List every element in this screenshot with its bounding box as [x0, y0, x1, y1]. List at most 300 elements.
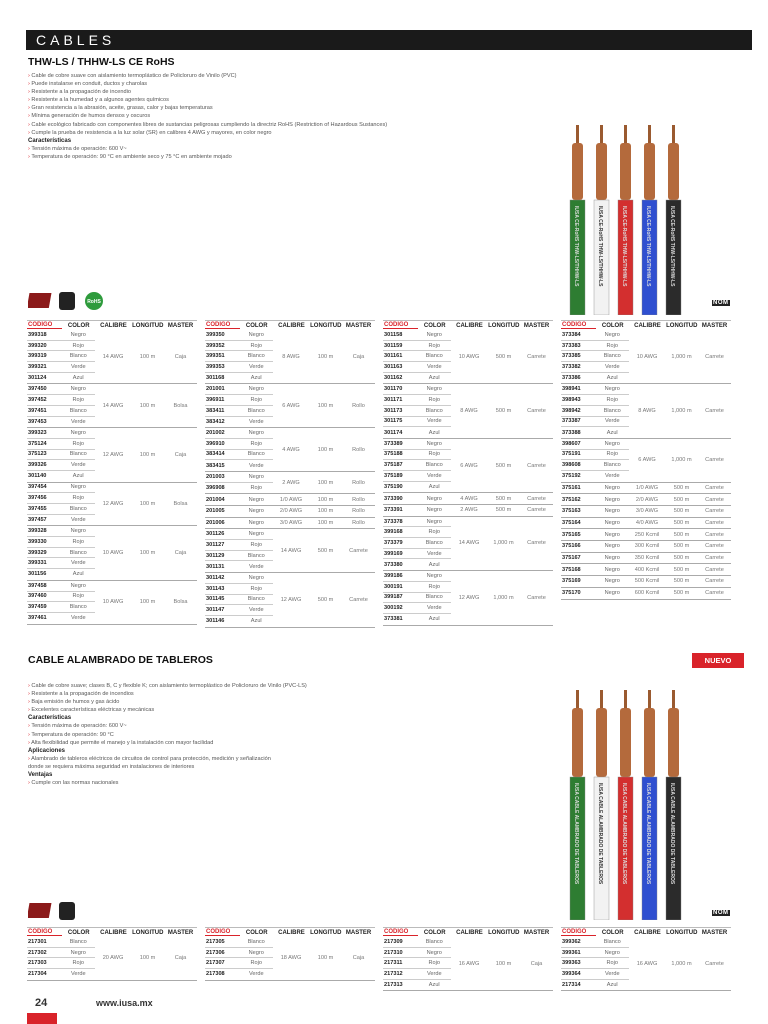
- group-items: [561, 518, 629, 529]
- group-items: [561, 529, 629, 540]
- calibre-value: 1/0 AWG: [279, 496, 303, 503]
- product-color: Rojo: [250, 440, 262, 447]
- column-header: MASTER: [701, 322, 728, 329]
- table-row[interactable]: [561, 576, 629, 587]
- bullet-icon: ›: [28, 723, 32, 730]
- longitud-value: 100 m: [139, 353, 156, 360]
- product-code: 301131: [206, 563, 225, 570]
- group-specs: [273, 937, 375, 980]
- longitud-value: 100 m: [317, 353, 334, 360]
- group-items: [205, 506, 273, 517]
- calibre-value: 10 AWG: [458, 353, 480, 360]
- product-code: 373386: [562, 375, 581, 382]
- product-color: Blanco: [425, 594, 443, 601]
- table-row[interactable]: [27, 395, 95, 406]
- product-color: Verde: [248, 607, 264, 614]
- product-code: 301174: [384, 429, 403, 436]
- product-code: 399329: [28, 549, 47, 556]
- table-row[interactable]: [27, 373, 95, 384]
- group-items: [205, 428, 273, 471]
- table-row[interactable]: [383, 384, 451, 395]
- table-row[interactable]: [205, 373, 273, 384]
- master-value: Carrete: [705, 408, 724, 415]
- product-code: 201002: [206, 430, 225, 437]
- calibre-value: 6 AWG: [460, 462, 478, 469]
- table-row[interactable]: [27, 969, 95, 980]
- product-color: Verde: [604, 363, 620, 370]
- feature-item: [28, 739, 528, 747]
- product-color: Blanco: [69, 505, 87, 512]
- longitud-value: 1,000 m: [671, 353, 692, 360]
- longitud-value: 500 m: [673, 590, 690, 597]
- table-row[interactable]: [205, 384, 273, 395]
- longitud-value: 100 m: [317, 496, 334, 503]
- table-row[interactable]: [205, 406, 273, 417]
- table-row[interactable]: [383, 373, 451, 384]
- master-value: Carrete: [705, 555, 724, 562]
- table-row[interactable]: [561, 471, 629, 482]
- product-color: Negro: [70, 430, 86, 437]
- column-header: CALIBRE: [100, 322, 127, 329]
- column-header: LONGITUD: [310, 322, 342, 329]
- feature-text: Resistente a la propagación de incendio: [31, 89, 131, 96]
- product-code: 373387: [562, 418, 581, 425]
- table-row[interactable]: [383, 417, 451, 428]
- table-row[interactable]: [205, 494, 273, 505]
- table-row[interactable]: [205, 428, 273, 439]
- group-items: [383, 493, 451, 504]
- master-value: Rollo: [352, 479, 365, 486]
- table-row[interactable]: [383, 603, 451, 614]
- table-row[interactable]: [561, 541, 629, 552]
- bullet-icon: ›: [28, 699, 32, 706]
- product-color: Verde: [248, 418, 264, 425]
- product-table: [205, 927, 375, 981]
- calibre-value: 16 AWG: [636, 960, 658, 967]
- bullet-icon: ›: [28, 755, 32, 762]
- table-row[interactable]: [383, 582, 451, 593]
- calibre-value: 4 AWG: [282, 446, 300, 453]
- bullet-icon: ›: [28, 73, 32, 79]
- table-row[interactable]: [205, 518, 273, 529]
- master-value: Caja: [352, 353, 365, 360]
- feature-text: Tensión máxima de operación: 600 V~: [31, 723, 127, 730]
- calibre-value: 4/0 AWG: [635, 520, 659, 527]
- table-row[interactable]: [205, 483, 273, 494]
- table-row[interactable]: [383, 505, 451, 516]
- product-table: [27, 320, 197, 625]
- table-header: [383, 927, 553, 937]
- table-row[interactable]: [561, 362, 629, 373]
- product-code: 373384: [562, 331, 581, 338]
- table-row[interactable]: [205, 351, 273, 362]
- group-specs: [629, 518, 731, 529]
- group-specs: [451, 493, 553, 504]
- group-items: [561, 330, 629, 383]
- table-row[interactable]: [561, 460, 629, 471]
- product-code: 301156: [28, 571, 47, 578]
- column-header: MASTER: [523, 322, 550, 329]
- table-row[interactable]: [27, 504, 95, 515]
- product-code: 375188: [384, 451, 403, 458]
- table-row[interactable]: [27, 569, 95, 580]
- section1-description: [28, 72, 548, 161]
- table-row[interactable]: [383, 439, 451, 450]
- table-row[interactable]: [383, 427, 451, 438]
- table-row[interactable]: [27, 948, 95, 959]
- product-code: 383414: [206, 451, 225, 458]
- cable-print-text: IUSA CABLE ALAMBRADO DE TABLEROS: [645, 783, 651, 885]
- table-row[interactable]: [383, 559, 451, 570]
- product-color: Verde: [604, 970, 620, 977]
- coil-image: [59, 292, 75, 310]
- longitud-value: 500 m: [673, 484, 690, 491]
- table-row[interactable]: [383, 614, 451, 625]
- table-row[interactable]: [561, 373, 629, 384]
- table-row[interactable]: [205, 506, 273, 517]
- table-row[interactable]: [383, 571, 451, 582]
- product-color: Verde: [70, 615, 86, 622]
- footer-accent-block: [27, 1013, 57, 1024]
- longitud-value: 500 m: [673, 578, 690, 585]
- product-color: Azul: [428, 375, 440, 382]
- table-row[interactable]: [205, 937, 273, 948]
- table-row[interactable]: [561, 969, 629, 980]
- table-row[interactable]: [205, 460, 273, 471]
- longitud-value: 500 m: [495, 408, 512, 415]
- table-row[interactable]: [205, 584, 273, 595]
- table-row[interactable]: [383, 980, 451, 991]
- table-row[interactable]: [561, 330, 629, 341]
- product-code: 301162: [384, 375, 403, 382]
- table-row[interactable]: [205, 417, 273, 428]
- product-code: 301163: [384, 363, 403, 370]
- table-row[interactable]: [205, 595, 273, 606]
- table-row[interactable]: [383, 517, 451, 528]
- product-code: 373380: [384, 561, 403, 568]
- product-code: 301161: [384, 353, 403, 360]
- product-color: Verde: [248, 971, 264, 978]
- product-code: 399351: [206, 353, 225, 360]
- table-row[interactable]: [561, 948, 629, 959]
- group-items: [561, 588, 629, 599]
- group-items: [561, 506, 629, 517]
- calibre-value: 400 Kcmil: [634, 566, 660, 573]
- feature-item: [28, 763, 528, 771]
- product-color: Rojo: [72, 495, 84, 502]
- product-code: 373389: [384, 440, 403, 447]
- table-row[interactable]: [27, 406, 95, 417]
- table-row[interactable]: [561, 483, 629, 494]
- table-row[interactable]: [205, 573, 273, 584]
- calibre-value: 4 AWG: [460, 495, 478, 502]
- product-code: 301124: [28, 375, 47, 382]
- table-row[interactable]: [27, 384, 95, 395]
- calibre-value: 14 AWG: [458, 540, 480, 547]
- table-row[interactable]: [27, 558, 95, 569]
- table-row[interactable]: [205, 472, 273, 483]
- column-header: CALIBRE: [634, 322, 661, 329]
- product-table: [561, 320, 731, 600]
- table-row[interactable]: [27, 417, 95, 428]
- table-row[interactable]: [561, 553, 629, 564]
- product-code: 375187: [384, 462, 403, 469]
- bullet-icon: ›: [28, 691, 32, 698]
- product-color: Blanco: [603, 353, 621, 360]
- table-row[interactable]: [561, 958, 629, 969]
- table-row[interactable]: [27, 330, 95, 341]
- column-header: LONGITUD: [488, 322, 520, 329]
- product-code: 399187: [384, 594, 403, 601]
- table-row[interactable]: [561, 450, 629, 461]
- product-code: 397454: [28, 484, 47, 491]
- group-items: [561, 384, 629, 437]
- section1-title: THW-LS / THHW-LS CE RoHS: [28, 56, 175, 68]
- feature-text: Resistente a la humedad y a algunos agentes químicos: [31, 97, 169, 104]
- table-row[interactable]: [383, 362, 451, 373]
- calibre-value: 12 AWG: [102, 501, 124, 507]
- longitud-value: 100 m: [139, 402, 156, 409]
- product-code: 399186: [384, 572, 403, 579]
- table-row[interactable]: [205, 439, 273, 450]
- product-code: 399330: [28, 538, 47, 545]
- table-row[interactable]: [561, 417, 629, 428]
- box-image: [28, 293, 51, 308]
- product-color: Blanco: [425, 539, 443, 546]
- product-color: Negro: [248, 949, 264, 956]
- feature-text: Baja emisión de humos y gas ácido: [31, 699, 120, 706]
- calibre-value: 14 AWG: [102, 402, 124, 409]
- table-row[interactable]: [205, 969, 273, 980]
- table-row[interactable]: [561, 395, 629, 406]
- table-row[interactable]: [205, 561, 273, 572]
- table-row[interactable]: [383, 341, 451, 352]
- feature-item: [28, 731, 528, 739]
- product-color: Blanco: [69, 938, 87, 945]
- master-value: Carrete: [705, 508, 724, 515]
- product-color: Negro: [604, 555, 620, 562]
- table-row[interactable]: [561, 384, 629, 395]
- product-color: Verde: [70, 363, 86, 370]
- table-row[interactable]: [383, 351, 451, 362]
- product-code: 217311: [384, 960, 403, 967]
- table-row[interactable]: [27, 428, 95, 439]
- column-header: COLOR: [245, 322, 268, 329]
- table-row[interactable]: [383, 937, 451, 948]
- table-row[interactable]: [27, 592, 95, 603]
- table-row[interactable]: [27, 581, 95, 592]
- cable-print-text: IUSA CE-RoHS THW-LS/THHW-LS: [645, 206, 651, 287]
- longitud-value: 100 m: [317, 955, 334, 962]
- bullet-icon: ›: [28, 89, 32, 96]
- table-row[interactable]: [383, 948, 451, 959]
- table-row[interactable]: [205, 540, 273, 551]
- product-color: Verde: [70, 560, 86, 567]
- column-header: COLOR: [601, 322, 624, 329]
- table-row[interactable]: [383, 395, 451, 406]
- longitud-value: 500 m: [495, 495, 512, 502]
- feature-item: [28, 779, 528, 787]
- table-row[interactable]: [205, 551, 273, 562]
- table-row[interactable]: [205, 341, 273, 352]
- table-row[interactable]: [27, 937, 95, 948]
- product-code: 397455: [28, 505, 47, 512]
- website-link[interactable]: www.iusa.mx: [96, 998, 153, 1008]
- table-row[interactable]: [27, 602, 95, 613]
- product-code: 217313: [384, 982, 403, 989]
- product-code: 375124: [28, 440, 47, 447]
- table-row[interactable]: [383, 406, 451, 417]
- product-group: [383, 505, 553, 517]
- bullet-icon: ›: [28, 780, 32, 787]
- table-row[interactable]: [561, 937, 629, 948]
- group-items: [205, 472, 273, 493]
- group-items: [27, 581, 95, 624]
- table-row[interactable]: [27, 471, 95, 482]
- cable-print-text: IUSA CE-RoHS THW-LS/THHW-LS: [621, 206, 627, 287]
- longitud-value: 500 m: [673, 543, 690, 550]
- product-color: Azul: [428, 982, 440, 989]
- table-row[interactable]: [383, 460, 451, 471]
- table-row[interactable]: [205, 395, 273, 406]
- table-row[interactable]: [205, 450, 273, 461]
- table-row[interactable]: [383, 493, 451, 504]
- table-row[interactable]: [27, 537, 95, 548]
- table-row[interactable]: [561, 341, 629, 352]
- table-row[interactable]: [205, 958, 273, 969]
- product-code: 398608: [562, 462, 581, 469]
- product-color: Rojo: [250, 342, 262, 349]
- table-row[interactable]: [205, 605, 273, 616]
- group-items: [27, 483, 95, 526]
- table-row[interactable]: [561, 529, 629, 540]
- table-row[interactable]: [205, 362, 273, 373]
- table-row[interactable]: [383, 969, 451, 980]
- group-specs: [95, 483, 197, 526]
- table-row[interactable]: [383, 549, 451, 560]
- section-header-bar: [26, 30, 752, 50]
- table-row[interactable]: [383, 482, 451, 493]
- master-value: Caja: [352, 955, 365, 962]
- table-row[interactable]: [27, 450, 95, 461]
- table-row[interactable]: [561, 588, 629, 599]
- product-color: Blanco: [69, 407, 87, 414]
- product-code: 201003: [206, 473, 225, 480]
- table-row[interactable]: [27, 613, 95, 624]
- table-row[interactable]: [561, 494, 629, 505]
- product-color: Verde: [70, 971, 86, 978]
- cable-strand-0: [570, 690, 585, 920]
- table-row[interactable]: [383, 450, 451, 461]
- cable-print-text: IUSA CABLE ALAMBRADO DE TABLEROS: [669, 783, 675, 885]
- product-packaging-images: [28, 290, 108, 312]
- table-row[interactable]: [561, 439, 629, 450]
- feature-item: [28, 80, 548, 88]
- product-group: [561, 529, 731, 541]
- master-value: Carrete: [705, 457, 724, 464]
- table-row[interactable]: [383, 538, 451, 549]
- table-row[interactable]: [383, 958, 451, 969]
- column-header: LONGITUD: [310, 929, 342, 936]
- table-row[interactable]: [27, 460, 95, 471]
- table-row[interactable]: [27, 958, 95, 969]
- calibre-value: 8 AWG: [460, 408, 478, 415]
- product-color: Blanco: [425, 462, 443, 469]
- group-items: [205, 937, 273, 980]
- product-color: Negro: [604, 566, 620, 573]
- product-code: 399323: [28, 430, 47, 437]
- table-row[interactable]: [561, 564, 629, 575]
- product-color: Rojo: [428, 583, 440, 590]
- table-row[interactable]: [27, 362, 95, 373]
- subheading: Características: [28, 715, 72, 722]
- product-group: [27, 483, 197, 527]
- table-row[interactable]: [561, 980, 629, 991]
- table-row[interactable]: [205, 616, 273, 627]
- table-row[interactable]: [561, 506, 629, 517]
- column-header: CODIGO: [27, 929, 62, 936]
- feature-item: [28, 698, 528, 706]
- table-row[interactable]: [205, 948, 273, 959]
- table-row[interactable]: [27, 351, 95, 362]
- box-image: [28, 903, 51, 918]
- product-code: 373385: [562, 353, 581, 360]
- product-code: 373382: [562, 363, 581, 370]
- longitud-value: 1,000 m: [671, 408, 692, 415]
- table-row[interactable]: [561, 406, 629, 417]
- table-row[interactable]: [27, 483, 95, 494]
- column-header: COLOR: [423, 322, 446, 329]
- table-row[interactable]: [205, 330, 273, 341]
- product-color: Verde: [426, 970, 442, 977]
- product-code: 301158: [384, 331, 403, 338]
- table-row[interactable]: [27, 439, 95, 450]
- feature-text: Temperatura de operación: 90 °C: [31, 731, 114, 738]
- product-group: [205, 529, 375, 573]
- table-row[interactable]: [383, 330, 451, 341]
- product-color: Negro: [248, 386, 264, 393]
- master-value: Carrete: [705, 531, 724, 538]
- product-group: [561, 506, 731, 518]
- feature-item: [28, 682, 528, 690]
- table-row[interactable]: [561, 518, 629, 529]
- table-row[interactable]: [27, 493, 95, 504]
- product-code: 383412: [206, 418, 225, 425]
- table-row[interactable]: [27, 526, 95, 537]
- product-code: 301159: [384, 342, 403, 349]
- product-table: [561, 927, 731, 991]
- feature-text: Mínima generación de humos densos y oscuros: [31, 113, 151, 120]
- product-group: [561, 588, 731, 600]
- product-code: 397460: [28, 593, 47, 600]
- table-row[interactable]: [205, 529, 273, 540]
- product-group: [205, 384, 375, 428]
- product-group: [561, 384, 731, 438]
- table-row[interactable]: [27, 341, 95, 352]
- table-row[interactable]: [383, 527, 451, 538]
- table-row[interactable]: [383, 593, 451, 604]
- table-row[interactable]: [27, 515, 95, 526]
- table-row[interactable]: [561, 427, 629, 438]
- cable-print-text: IUSA CE-RoHS THW-LS/THHW-LS: [669, 206, 675, 287]
- bullet-icon: ›: [28, 707, 32, 714]
- feature-item: [28, 690, 528, 698]
- table-row[interactable]: [27, 548, 95, 559]
- feature-text: Resistente a la propagación de incendios: [31, 691, 134, 698]
- table-row[interactable]: [383, 471, 451, 482]
- column-header: LONGITUD: [666, 322, 698, 329]
- table-row[interactable]: [561, 351, 629, 362]
